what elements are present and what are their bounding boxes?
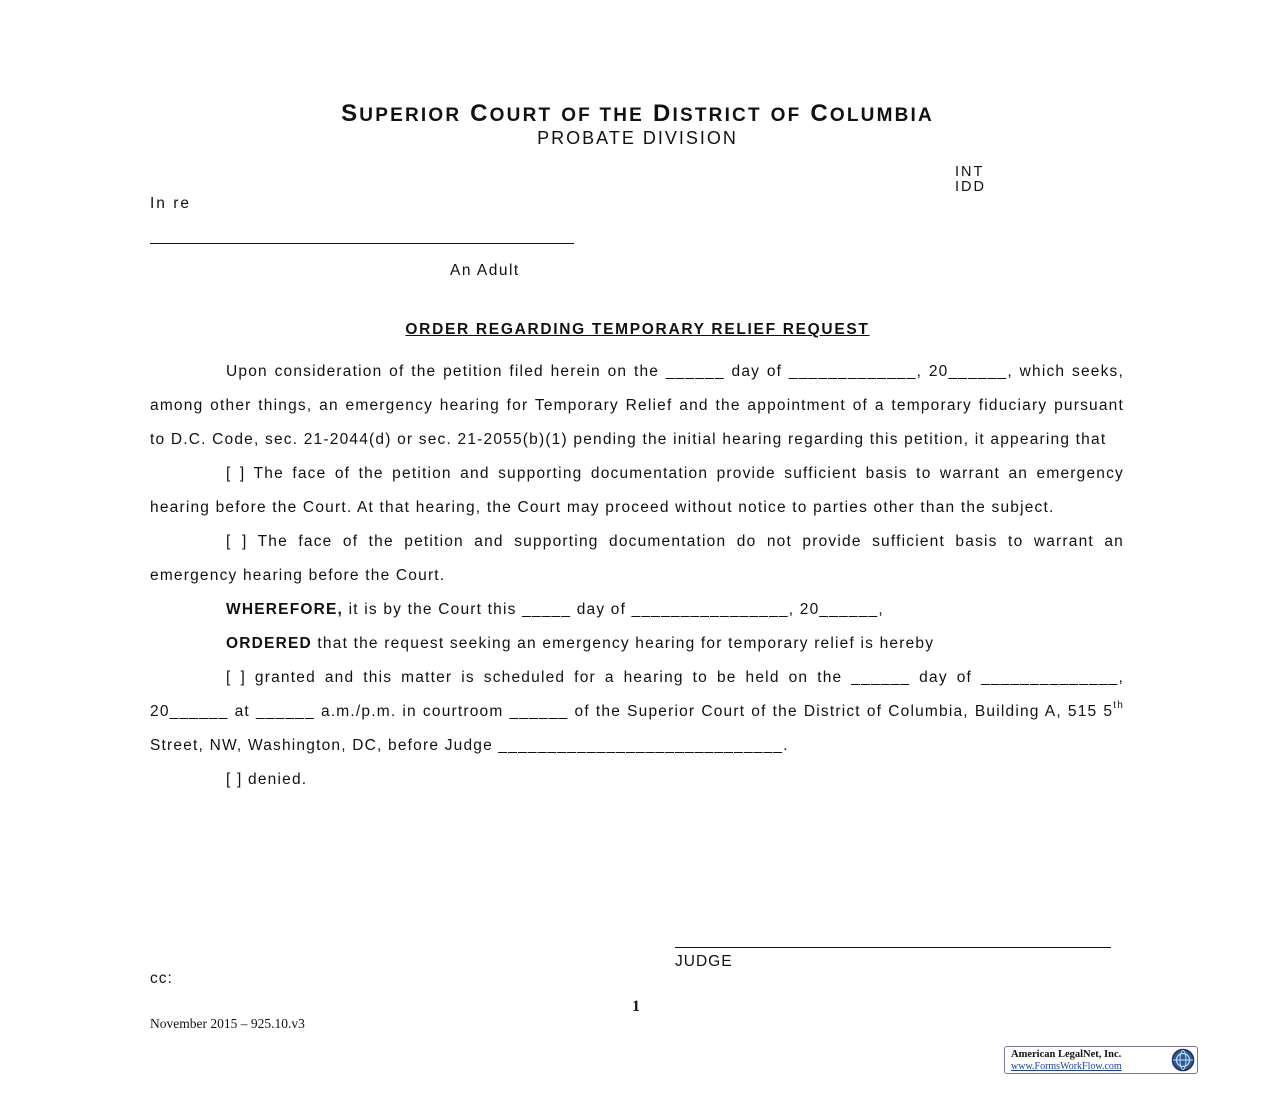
order-body — [150, 355, 1124, 797]
judge-label: JUDGE — [675, 953, 733, 970]
division-name: PROBATE DIVISION — [537, 128, 738, 148]
insufficient-basis-option: [ ] The face of the petition and supporting documentation do not provide sufficient basis to warrant an emergency hearing before the Court. — [150, 533, 1124, 584]
ordered-clause: ORDERED that the request seeking an emergency hearing for temporary relief is hereby — [226, 635, 935, 652]
page-number: 1 — [632, 998, 640, 1015]
in-re-label: In re — [150, 195, 192, 212]
form-revision: November 2015 – 925.10.v3 — [150, 1016, 305, 1031]
order-title: ORDER REGARDING TEMPORARY RELIEF REQUEST — [405, 321, 870, 338]
vendor-link[interactable]: www.FormsWorkFlow.com — [1011, 1061, 1122, 1072]
granted-option: [ ] granted and this matter is scheduled for a hearing to be held on the ______ day of ______________, 20______ at ______ a.m./p.m. in courtroom ______ of the Superior Court of the District of Columbia, Building A, 515 5th Street, NW, Washington, DC, before Judge _____________________________. — [150, 669, 1124, 754]
subject-type: An Adult — [450, 262, 520, 279]
consideration-paragraph: Upon consideration of the petition filed herein on the ______ day of _____________, 20______, which seeks, among other things, an emergency hearing for Temporary Relief and the appointment of a temporary fiduciary pursuant to D.C. Code, sec. 21-2044(d) or sec. 21-2055(b)(1) pending the initial hearing regarding this petition, it appearing that — [150, 363, 1124, 448]
vendor-name: American LegalNet, Inc. — [1011, 1049, 1122, 1060]
wherefore-clause: WHEREFORE, it is by the Court this _____ day of ________________, 20______, — [226, 601, 884, 618]
code-idd: IDD — [955, 179, 986, 195]
subject-name-blank[interactable] — [150, 243, 574, 244]
cc-label: cc: — [150, 970, 173, 987]
vendor-badge[interactable] — [1004, 1046, 1198, 1074]
globe-logo-icon — [1171, 1048, 1195, 1072]
sufficient-basis-option: [ ] The face of the petition and supporting documentation provide sufficient basis to warrant an emergency hearing before the Court. At that hearing, the Court may proceed without notice to parties other than the subject. — [150, 465, 1124, 516]
court-title: SUPERIOR COURT OF THE DISTRICT OF COLUMBIA — [341, 100, 934, 127]
case-type-codes — [955, 165, 986, 195]
judge-signature-line[interactable] — [675, 947, 1111, 948]
denied-option: [ ] denied. — [226, 771, 308, 788]
code-int: INT — [955, 164, 985, 180]
